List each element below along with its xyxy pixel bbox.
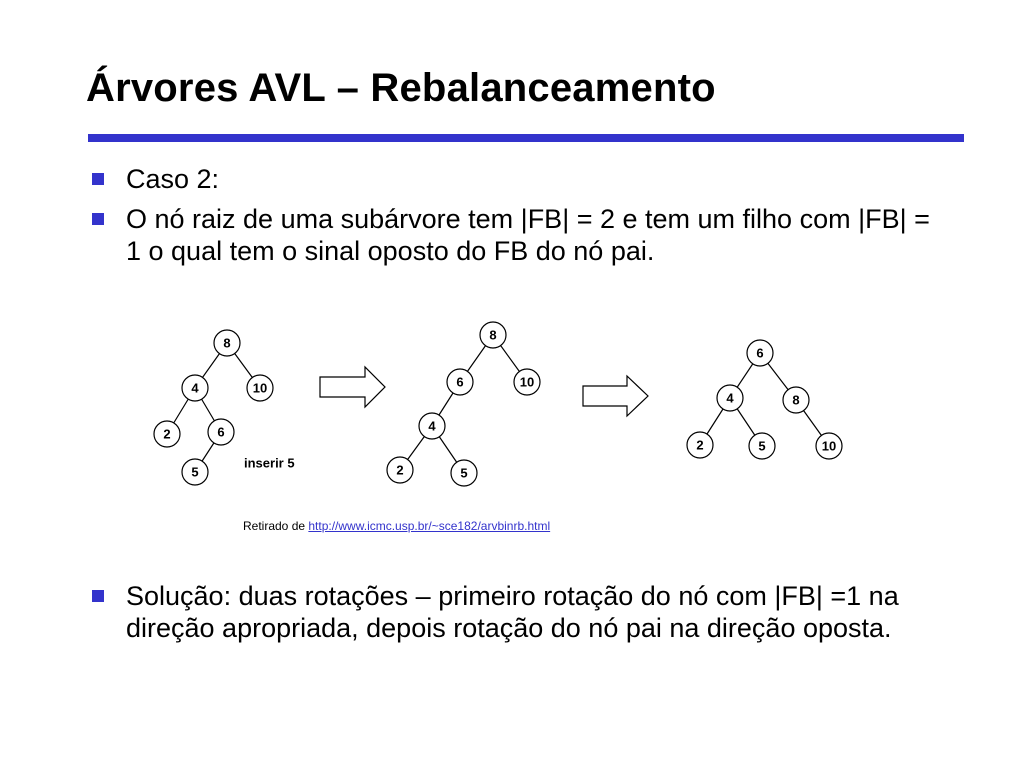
node-label: 6	[217, 424, 225, 440]
node-label: 6	[456, 374, 464, 390]
tree-node	[182, 459, 208, 485]
bullet-text: Caso 2:	[126, 164, 220, 194]
node-label: 2	[696, 437, 704, 453]
tree-after-first-rotation	[387, 322, 540, 486]
node-label: 10	[252, 380, 268, 396]
tree-node	[387, 457, 413, 483]
title-underline	[88, 134, 964, 142]
node-label: 4	[428, 418, 436, 434]
tree-node	[451, 460, 477, 486]
solution-bullet-list	[90, 580, 950, 652]
bullet-text: Solução: duas rotações – primeiro rotação do nó com |FB| =1 na direção apropriada, depois rotação do nó pai na direção oposta.	[126, 581, 899, 643]
citation-prefix: Retirado de	[243, 519, 309, 533]
tree-node	[816, 433, 842, 459]
tree-node	[214, 330, 240, 356]
source-citation	[243, 519, 550, 533]
tree-node	[717, 385, 743, 411]
tree-node	[154, 421, 180, 447]
tree-node	[480, 322, 506, 348]
node-label: 10	[519, 374, 535, 390]
node-label: 8	[223, 335, 231, 351]
node-label: 2	[396, 462, 404, 478]
bullet-list	[90, 163, 950, 275]
tree-node	[247, 375, 273, 401]
node-label: 5	[460, 465, 468, 481]
citation-link[interactable]: http://www.icmc.usp.br/~sce182/arvbinrb.html	[308, 519, 551, 533]
bullet-square-icon	[92, 173, 104, 185]
node-label: 2	[163, 426, 171, 442]
bullet-item	[90, 580, 950, 644]
node-label: 10	[821, 438, 837, 454]
node-label: 8	[792, 392, 800, 408]
tree-after-second-rotation	[687, 340, 842, 459]
bullet-item	[90, 163, 950, 195]
right-arrow-icon	[583, 376, 648, 416]
tree-node	[447, 369, 473, 395]
insert-annotation: inserir 5	[244, 455, 295, 471]
tree-before-rotation	[154, 330, 295, 485]
node-label: 5	[758, 438, 766, 454]
bullet-text: O nó raiz de uma subárvore tem |FB| = 2 e tem um filho com |FB| = 1 o qual tem o sinal oposto do FB do nó pai.	[126, 204, 930, 266]
avl-rotation-diagram	[130, 315, 870, 505]
node-label: 8	[489, 327, 497, 343]
bullet-square-icon	[92, 213, 104, 225]
node-label: 4	[726, 390, 734, 406]
node-label: 5	[191, 464, 199, 480]
tree-node	[182, 375, 208, 401]
tree-node	[419, 413, 445, 439]
slide-title: Árvores AVL – Rebalanceamento	[86, 66, 716, 110]
node-label: 6	[756, 345, 764, 361]
tree-node	[783, 387, 809, 413]
bullet-square-icon	[92, 590, 104, 602]
node-label: 4	[191, 380, 199, 396]
bullet-item	[90, 203, 950, 267]
tree-node	[208, 419, 234, 445]
tree-node	[749, 433, 775, 459]
tree-node	[687, 432, 713, 458]
tree-node	[514, 369, 540, 395]
tree-node	[747, 340, 773, 366]
right-arrow-icon	[320, 367, 385, 407]
